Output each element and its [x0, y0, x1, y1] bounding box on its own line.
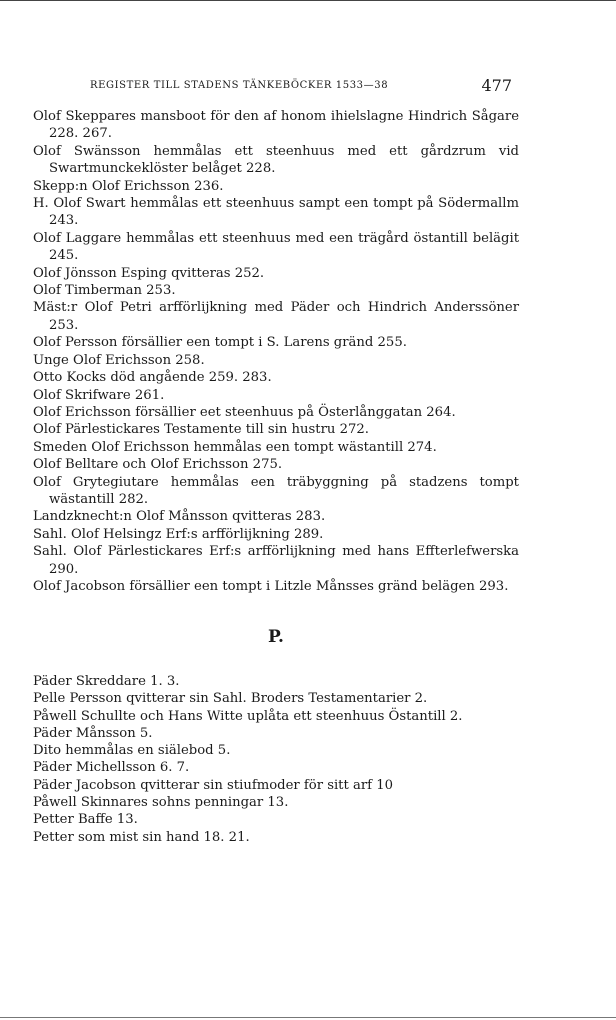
register-entry: Olof Jacobson försällier een tompt i Litzle Månsses gränd belägen 293. [33, 578, 509, 594]
register-entry: Päder Månsson 5. [33, 725, 153, 741]
register-entry: Sahl. Olof Helsingz Erf:s arfförlijkning 289. [33, 526, 324, 542]
register-entry: Olof Jönsson Esping qvitteras 252. [33, 265, 265, 281]
register-entry: Olof Timberman 253. [33, 283, 176, 299]
register-entry: Petter som mist sin hand 18. 21. [33, 829, 250, 845]
register-entry: Päder Skreddare 1. 3. [33, 674, 180, 689]
register-entry: Olof Skrifware 261. [33, 387, 165, 403]
running-head: REGISTER TILL STADENS TÄNKEBÖCKER 1533—38 [90, 80, 389, 91]
register-entry: Petter Baffe 13. [33, 812, 138, 828]
register-entry: Sahl. Olof Pärlestickares Erf:s arfförlijkning med hans Effterlefwerska 290. [33, 544, 519, 577]
register-entry: Otto Kocks död angående 259. 283. [33, 370, 272, 386]
register-entry: Olof Skeppares mansboot för den af honom ihielslagne Hindrich Sågare 228. 267. [33, 109, 519, 142]
register-entry: Påwell Skinnares sohns penningar 13. [33, 795, 289, 811]
register-entry: Olof Belltare och Olof Erichsson 275. [33, 457, 283, 473]
page-number: 477 [481, 76, 512, 95]
register-entries-p [33, 673, 519, 846]
register-entry: Olof Swänsson hemmålas ett steenhuus med ett gårdzrum vid Swartmunckeklöster belåget 228. [33, 143, 519, 177]
top-edge-rule [0, 0, 616, 1]
register-entry: H. Olof Swart hemmålas ett steenhuus sampt een tompt på Södermallm 243. [33, 196, 519, 229]
register-entry: Dito hemmålas en siälebod 5. [33, 743, 231, 759]
register-entry: Skepp:n Olof Erichsson 236. [33, 178, 224, 194]
register-entry: Olof Grytegiutare hemmålas een träbyggning på stadzens tompt wästantill 282. [33, 474, 519, 507]
register-entry: Pelle Persson qvitterar sin Sahl. Broders Testamentarier 2. [33, 691, 428, 707]
register-entry: Päder Jacobson qvitterar sin stiufmoder för sitt arf 10 [33, 777, 393, 793]
register-entry: Påwell Schullte och Hans Witte uplåta ett steenhuus Östantill 2. [33, 708, 463, 724]
register-entries-o [33, 108, 519, 595]
section-heading-p: P. [268, 627, 284, 647]
register-entry: Olof Laggare hemmålas ett steenhuus med een trägård östantill belägit 245. [33, 230, 519, 264]
page-header [90, 76, 520, 96]
register-entry: Landzknecht:n Olof Månsson qvitteras 283. [33, 509, 326, 525]
register-entry: Smeden Olof Erichsson hemmålas een tompt wästantill 274. [33, 439, 437, 455]
register-entry: Olof Erichsson försällier eet steenhuus på Österlånggatan 264. [33, 404, 456, 420]
register-entry: Mäst:r Olof Petri arfförlijkning med Päder och Hindrich Anderssöner 253. [33, 300, 519, 333]
register-entry: Olof Persson försällier een tompt i S. Larens gränd 255. [33, 335, 407, 351]
bottom-edge-rule [0, 1017, 616, 1018]
register-entry: Olof Pärlestickares Testamente till sin hustru 272. [33, 422, 369, 438]
register-entry: Päder Michellsson 6. 7. [33, 760, 190, 776]
register-entry: Unge Olof Erichsson 258. [33, 352, 205, 368]
